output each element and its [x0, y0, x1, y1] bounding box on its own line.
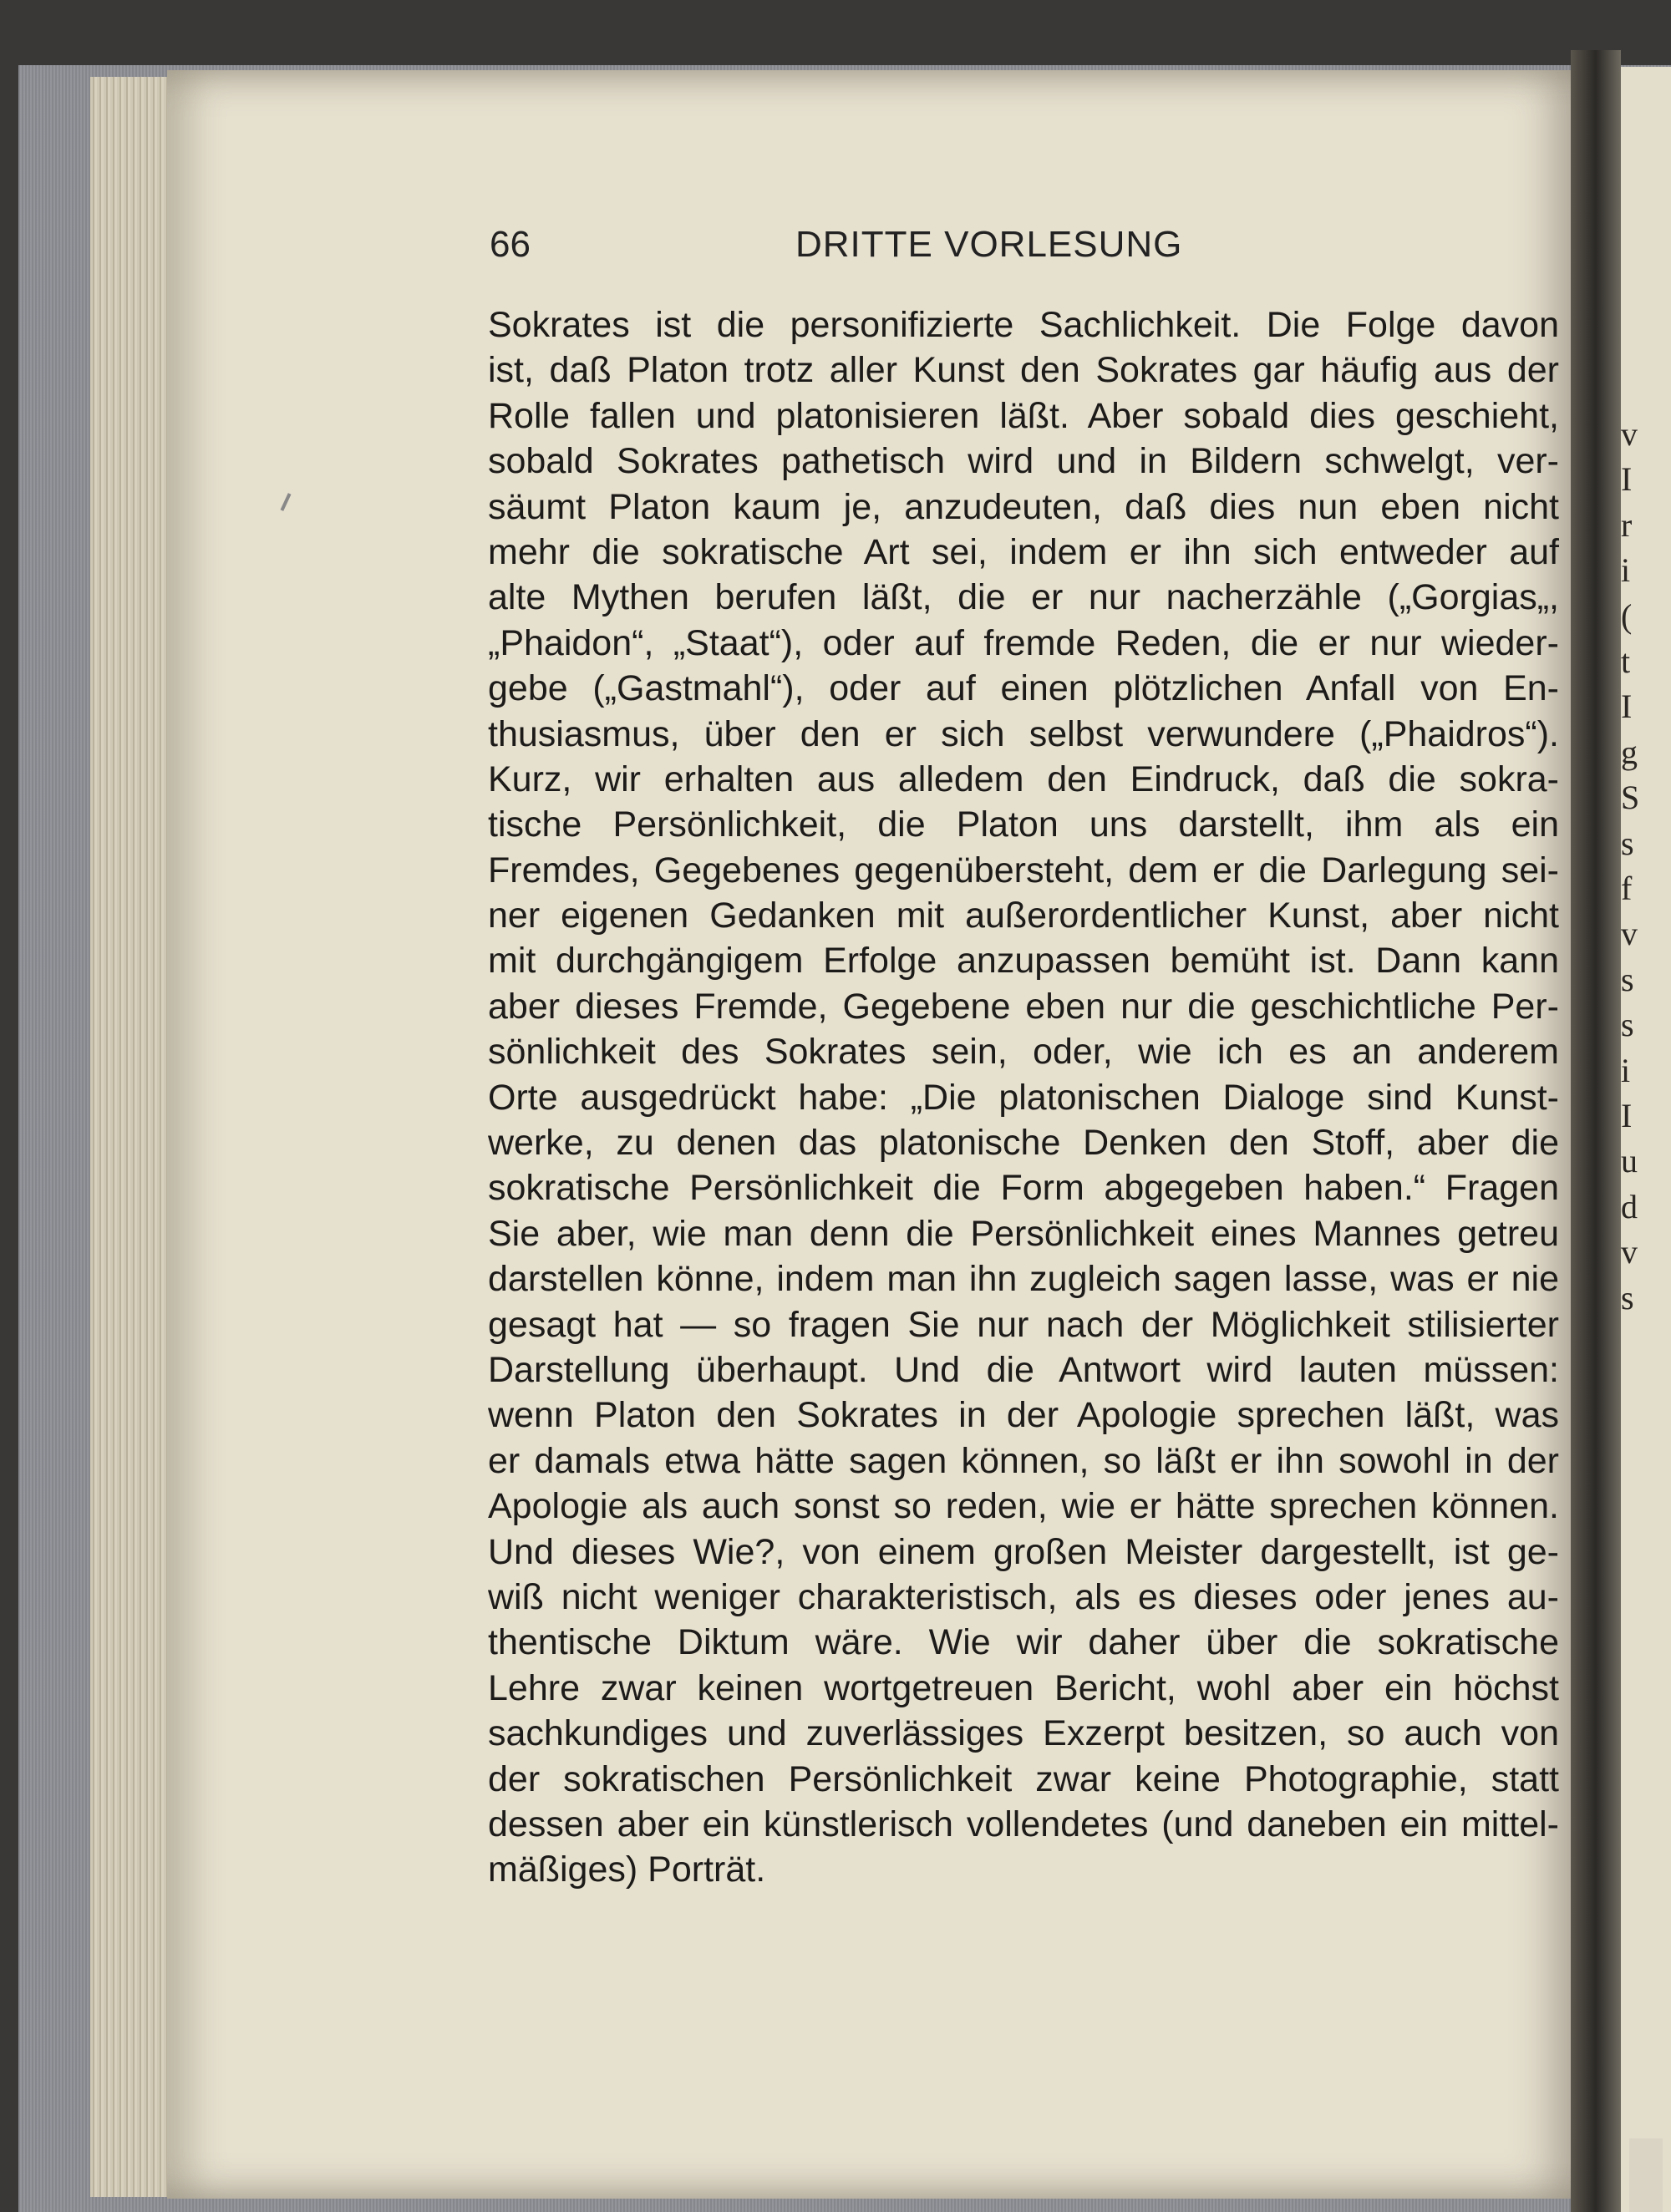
- text-line: Fremdes, Gegebenes gegenübersteht, dem er die Darlegung sei-: [488, 850, 1559, 890]
- text-line: Kurz, wir erhalten aus alledem den Eindruck, daß die sokra-: [488, 758, 1559, 799]
- text-line: sachkundiges und zuverlässiges Exzerpt besitzen, so auch von: [488, 1713, 1559, 1754]
- facing-page-fragment: I: [1621, 687, 1633, 726]
- text-line: Sokrates ist die personifizierte Sachlichkeit. Die Folge davon: [488, 305, 1559, 345]
- text-line: wiß nicht weniger charakteristisch, als es dieses oder jenes au-: [488, 1576, 1559, 1617]
- text-line: gebe („Gastmahl“), oder auf einen plötzlichen Anfall von En-: [488, 668, 1559, 709]
- facing-page-fragment: s: [1621, 960, 1634, 998]
- text-line: der sokratischen Persönlichkeit zwar keine Photographie, statt: [488, 1758, 1559, 1799]
- book-gutter: [1571, 50, 1621, 2212]
- facing-page-fragment: v: [1621, 415, 1638, 453]
- facing-page-fragment: s: [1621, 824, 1634, 862]
- facing-page-fragment: d: [1621, 1187, 1638, 1225]
- text-line: Darstellung überhaupt. Und die Antwort wird lauten müssen:: [488, 1349, 1559, 1390]
- text-line: Lehre zwar keinen wortgetreuen Bericht, wohl aber ein höchst: [488, 1667, 1559, 1708]
- text-line: Und dieses Wie?, von einem großen Meister dargestellt, ist ge-: [488, 1531, 1559, 1572]
- text-line: Apologie als auch sonst so reden, wie er hätte sprechen können.: [488, 1486, 1559, 1527]
- facing-page-fragment: i: [1621, 1051, 1631, 1089]
- text-line: er damals etwa hätte sagen können, so läßt er ihn sowohl in der: [488, 1440, 1559, 1481]
- text-line: alte Mythen berufen läßt, die er nur nacherzähle („Gorgias„,: [488, 577, 1559, 618]
- text-line: mäßiges) Porträt.: [488, 1849, 766, 1890]
- text-line: aber dieses Fremde, Gegebene eben nur die geschichtliche Per-: [488, 986, 1559, 1027]
- facing-page-fragment: i: [1621, 551, 1631, 590]
- page-header: [490, 224, 1225, 274]
- text-line: sokratische Persönlichkeit die Form abgegeben haben.“ Fragen: [488, 1168, 1559, 1209]
- text-line: „Phaidon“, „Staat“), oder auf fremde Reden, die er nur wieder-: [488, 622, 1559, 663]
- facing-page-fragment: s: [1621, 1006, 1634, 1044]
- facing-page-fragment: v: [1621, 1233, 1638, 1271]
- facing-page-fragment: v: [1621, 915, 1638, 953]
- facing-page-fragment: (: [1621, 596, 1633, 635]
- facing-page-fragment: r: [1621, 505, 1633, 544]
- text-line: thusiasmus, über den er sich selbst verwundere („Phaidros“).: [488, 713, 1559, 754]
- text-line: wenn Platon den Sokrates in der Apologie sprechen läßt, was: [488, 1395, 1559, 1436]
- facing-page-fragment: s: [1621, 1278, 1634, 1317]
- page-number: 66: [490, 224, 531, 265]
- facing-page-fragment: f: [1621, 870, 1633, 907]
- text-line: darstellen könne, indem man ihn zugleich sagen lasse, was er nie: [488, 1259, 1559, 1300]
- text-line: Orte ausgedrückt habe: „Die platonischen Dialoge sind Kunst-: [488, 1077, 1559, 1118]
- facing-page-fragment: u: [1621, 1142, 1638, 1180]
- text-line: ist, daß Platon trotz aller Kunst den Sokrates gar häufig aus der: [488, 350, 1559, 391]
- running-head: DRITTE VORLESUNG: [795, 224, 1183, 265]
- text-line: sobald Sokrates pathetisch wird und in Bildern schwelgt, ver-: [488, 441, 1559, 482]
- text-line: dessen aber ein künstlerisch vollendetes (und daneben ein mittel-: [488, 1804, 1559, 1844]
- text-line: sönlichkeit des Sokrates sein, oder, wie ich es an anderem: [488, 1032, 1559, 1073]
- text-line: mit durchgängigem Erfolge anzupassen bemüht ist. Dann kann: [488, 941, 1559, 982]
- text-line: ner eigenen Gedanken mit außerordentlicher Kunst, aber nicht: [488, 895, 1559, 936]
- text-line: säumt Platon kaum je, anzudeuten, daß dies nun eben nicht: [488, 486, 1559, 527]
- text-line: tische Persönlichkeit, die Platon uns darstellt, ihm als ein: [488, 804, 1559, 845]
- facing-page-fragment: I: [1621, 460, 1633, 499]
- facing-page-fragment: g: [1621, 733, 1638, 771]
- text-line: Rolle fallen und platonisieren läßt. Aber sobald dies geschieht,: [488, 395, 1559, 436]
- facing-page-fragment: S: [1621, 779, 1640, 817]
- text-line: mehr die sokratische Art sei, indem er ihn sich entweder auf: [488, 531, 1559, 572]
- text-line: gesagt hat — so fragen Sie nur nach der Möglichkeit stilisierter: [488, 1304, 1559, 1345]
- facing-page: [1621, 67, 1671, 2212]
- facing-page-fragment: I: [1621, 1097, 1633, 1134]
- text-line: werke, zu denen das platonische Denken den Stoff, aber die: [488, 1123, 1559, 1164]
- text-line: thentische Diktum wäre. Wie wir daher über die sokratische: [488, 1622, 1559, 1663]
- facing-page-fragment: t: [1621, 642, 1631, 680]
- text-line: Sie aber, wie man denn die Persönlichkeit eines Mannes getreu: [488, 1213, 1559, 1254]
- body-text: [488, 302, 1559, 1893]
- page-corner: [1629, 2138, 1663, 2212]
